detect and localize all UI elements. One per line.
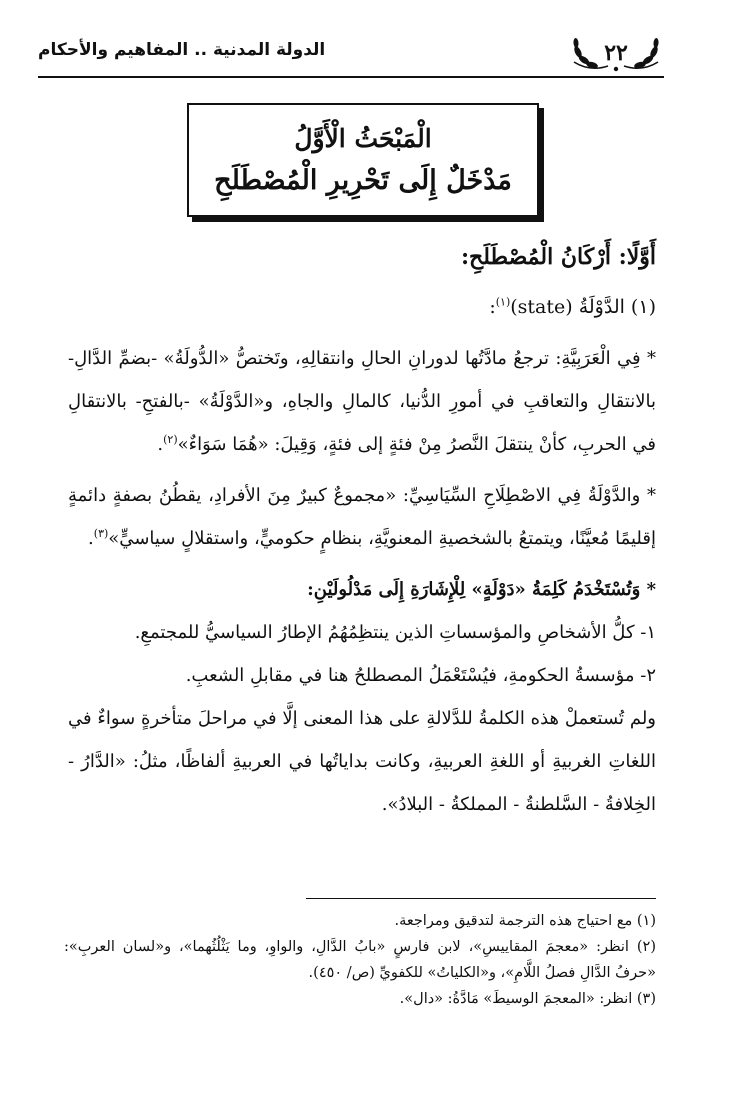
item-state-colon: : bbox=[489, 296, 496, 318]
page-number: ٢٢ bbox=[604, 40, 628, 66]
header-divider bbox=[38, 76, 664, 78]
paragraph-political-end: . bbox=[88, 528, 94, 549]
page-number-ornament bbox=[568, 32, 664, 74]
running-title: الدولة المدنية .. المفاهيم والأحكام bbox=[38, 40, 326, 60]
footnote-ref-3[interactable]: (٣) bbox=[93, 527, 109, 540]
footnote-ref-2[interactable]: (٢) bbox=[163, 433, 178, 446]
footnotes bbox=[64, 908, 656, 1012]
paragraph-political-text: * والدَّوْلَةُ فِي الاصْطِلَاحِ السِّيَاسِيِّ: «مجموعٌ كبيرٌ مِنَ الأفرادِ، يقطُنُ بصفةٍ دائمةٍ إقليمًا مُعيَّنًا، ويتمتعُ بالشخصيةِ المعنويَّةِ، بنظامٍ حكوميٍّ، واستقلالٍ سياسيٍّ» bbox=[68, 485, 656, 549]
footnote-2: (٢) انظر: «معجمَ المقاييسِ»، لابن فارسٍ «بابُ الدَّالِ، والواوِ، وما يَثْلُثُهما»، و«لسان العربِ»: «حرفُ الدَّالِ فصلُ اللَّامِ»، و«الكلياتُ» للكفويِّ (ص/ ٤٥٠). bbox=[64, 939, 656, 981]
paragraph-usage-intro: * وَتُسْتَخْدَمُ كَلِمَةُ «دَوْلَةٍ» لِلْإِشَارَةِ إِلَى مَدْلُولَيْنِ: bbox=[307, 579, 656, 600]
item-state bbox=[68, 286, 656, 329]
body-text bbox=[68, 228, 656, 826]
paragraph-linguistic-text: * فِي الْعَرَبِيَّةِ: ترجعُ مادَّتُها لدورانِ الحالِ وانتقالِهِ، وتَختصُّ «الدُّولَةُ» -بضمِّ الدَّالِ- بالانتقالِ والتعاقبِ في أمورِ الدُّنيا، كالمالِ والجاهِ، و«الدَّوْلَةُ» -بالفتحِ- بالانتقالِ في الحربِ، كأنْ ينتقلَ النَّصرُ مِنْ فئةٍ إلى فئةٍ، وَقِيلَ: «هُمَا سَوَاءٌ» bbox=[68, 348, 656, 455]
footnote-divider bbox=[306, 898, 656, 899]
paragraph-linguistic bbox=[68, 337, 656, 466]
chapter-heading: الْمَبْحَثُ الْأَوَّلُ bbox=[294, 124, 432, 153]
paragraph-political bbox=[68, 474, 656, 560]
footnote-ref-1[interactable]: (١) bbox=[495, 295, 511, 309]
page-header bbox=[38, 28, 664, 84]
item-state-label: (١) الدَّوْلَةُ (state) bbox=[510, 296, 656, 318]
list-item-1: ١- كلُّ الأشخاصِ والمؤسساتِ الذين ينتظِمُهُمُ الإطارُ السياسيُّ للمجتمعِ. bbox=[134, 622, 656, 643]
chapter-title-box bbox=[187, 103, 539, 217]
footnote-1: (١) مع احتياج هذه الترجمة لتدقيق ومراجعة. bbox=[394, 913, 656, 929]
section-title: أَوَّلًا: أَرْكَانُ الْمُصْطَلَحِ: bbox=[460, 244, 656, 270]
list-item-2: ٢- مؤسسةُ الحكومةِ، فيُسْتَعْمَلُ المصطلحُ هنا في مقابلِ الشعبِ. bbox=[185, 665, 656, 686]
footnote-3: (٣) انظر: «المعجمَ الوسيطَ» مَادَّةُ: «دال». bbox=[399, 991, 656, 1007]
paragraph-history: ولم تُستعملْ هذه الكلمةُ للدَّلالةِ على هذا المعنى إلَّا في مراحلَ متأخرةٍ سواءٌ في اللغاتِ الغربيةِ أو اللغةِ العربيةِ، وكانت بداياتُها في العربيةِ ألفاظًا، مثلُ: «الدَّارُ - الخِلافةُ - السَّلطنةُ - المملكةُ - البلادُ». bbox=[68, 708, 656, 815]
paragraph-linguistic-end: . bbox=[157, 434, 164, 455]
chapter-subheading: مَدْخَلٌ إِلَى تَحْرِيرِ الْمُصْطَلَحِ bbox=[214, 165, 512, 196]
